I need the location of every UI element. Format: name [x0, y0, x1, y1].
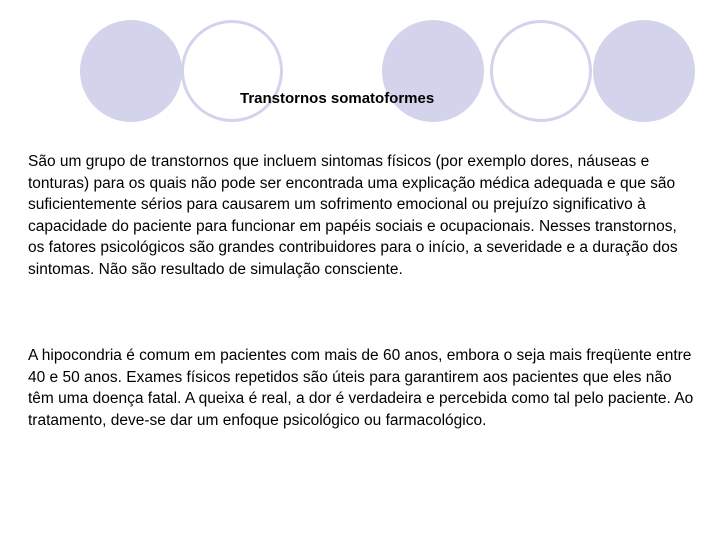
decorative-circle-filled-3: [593, 20, 695, 122]
paragraph-definition: São um grupo de transtornos que incluem sintomas físicos (por exemplo dores, náuseas e tonturas) para os quais não pode ser encontrada uma explicação médica adequada e que são suficientemente sérios para causarem um sofrimento emocional ou prejuízo significativo à capacidade do paciente para funcionar em papéis sociais e ocupacionais. Nesses transtornos, os fatores psicológicos são grandes contribuidores para o início, a severidade e a duração dos sintomas. Não são resultado de simulação consciente.: [28, 153, 678, 278]
paragraph-hypochondria: A hipocondria é comum em pacientes com mais de 60 anos, embora o seja mais freqüente entre 40 e 50 anos. Exames físicos repetidos são úteis para garantirem aos pacientes que eles não têm uma doença fatal. A queixa é real, a dor é verdadeira e percebida como tal pelo paciente. Ao tratamento, deve-se dar um enfoque psicológico ou farmacológico.: [28, 347, 694, 429]
slide-title: Transtornos somatoformes: [240, 90, 435, 107]
decorative-circle-filled-1: [80, 20, 182, 122]
decorative-circle-ring-2: [490, 20, 592, 122]
